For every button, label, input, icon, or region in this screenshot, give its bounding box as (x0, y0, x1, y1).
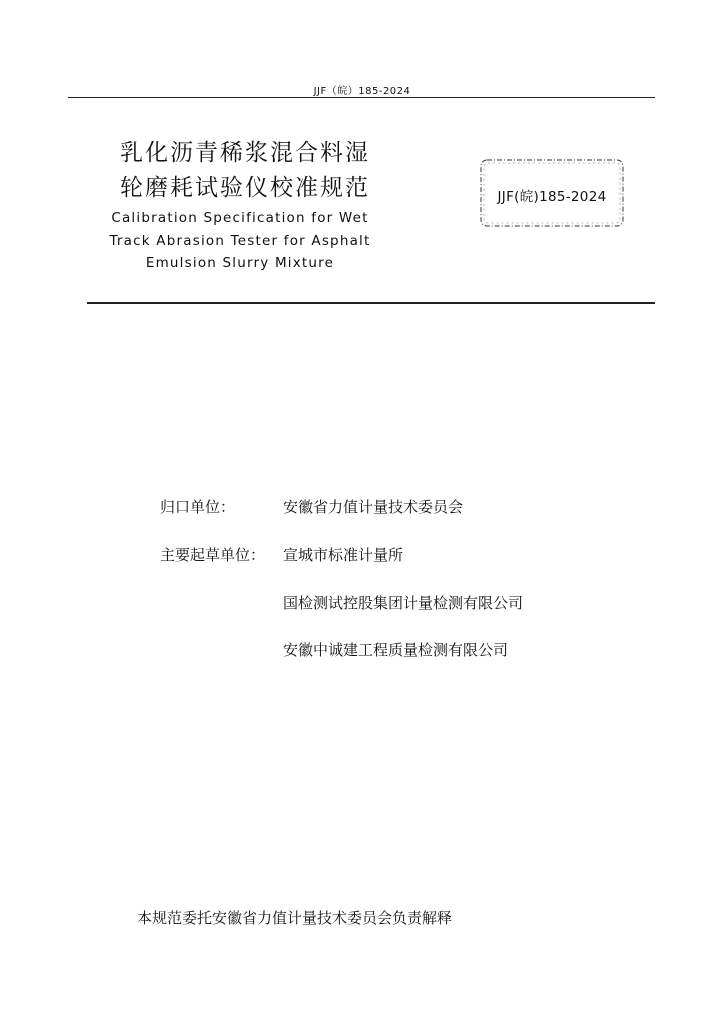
drafting-unit-2: 国检测试控股集团计量检测有限公司 (283, 594, 524, 612)
drafting-label: 主要起草单位： (160, 546, 266, 564)
code-box-text: JJF(皖)185-2024 (497, 189, 607, 205)
code-box (478, 157, 626, 229)
drafting-unit-3: 安徽中诚建工程质量检测有限公司 (283, 641, 509, 659)
responsible-value: 安徽省力值计量技术委员会 (283, 498, 464, 516)
main-rule (87, 302, 655, 304)
responsible-label: 归口单位： (160, 498, 236, 516)
title-cn-line2: 轮磨耗试验仪校准规范 (120, 175, 370, 201)
header-rule (68, 97, 655, 98)
title-en-line3: Emulsion Slurry Mixture (145, 255, 335, 271)
title-cn-line1: 乳化沥青稀浆混合料湿 (120, 140, 370, 166)
title-en-line1: Calibration Specification for Wet (111, 210, 369, 226)
title-en-line2: Track Abrasion Tester for Asphalt (109, 233, 371, 249)
header-code: JJF（皖）185-2024 (313, 86, 411, 97)
footer-note: 本规范委托安徽省力值计量技术委员会负责解释 (137, 909, 453, 927)
drafting-unit-1: 宣城市标准计量所 (283, 546, 404, 564)
